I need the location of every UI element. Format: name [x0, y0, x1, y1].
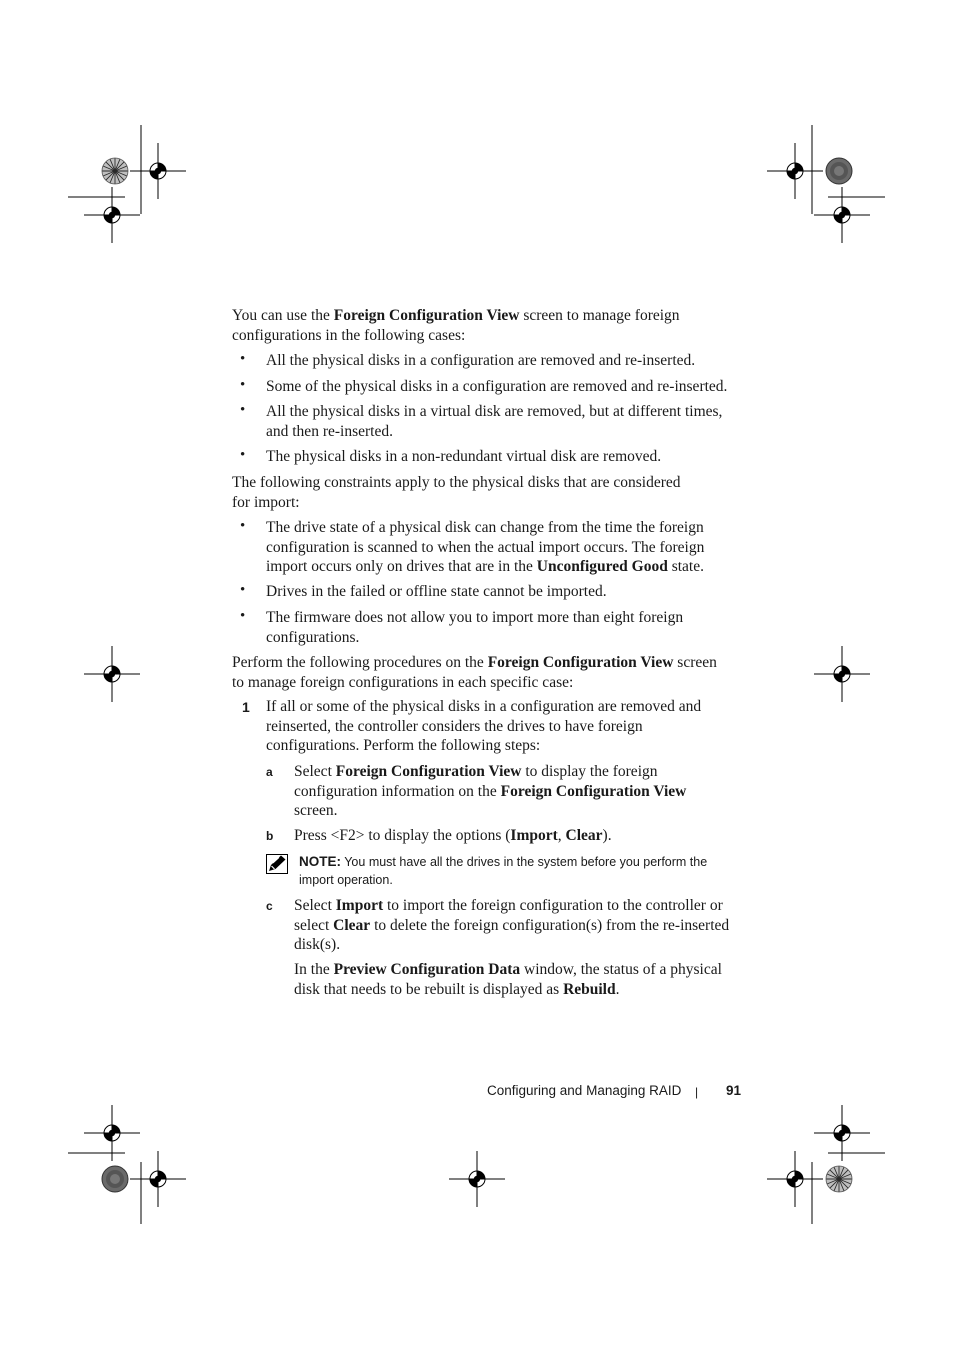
case-text: The physical disks in a non-redundant virtual disk are removed. — [266, 448, 662, 465]
substep-text: , — [557, 827, 566, 844]
substep-text: Select — [294, 763, 336, 780]
intro-paragraph — [232, 306, 680, 345]
substep-ui-term: Import — [335, 897, 384, 914]
preview-ui-term: Preview Configuration Data — [333, 961, 521, 978]
bullet-marker: • — [240, 351, 246, 367]
substep-ui-term: Foreign Configuration View — [335, 763, 522, 780]
step-text: If all or some of the physical disks in a configuration are removed and — [266, 698, 702, 715]
constraint-text: import occurs only on drives that are in the — [266, 558, 537, 575]
constraint-text: configuration is scanned to when the actual import occurs. The foreign — [266, 538, 705, 556]
step-1 — [266, 697, 701, 756]
step-text: reinserted, the controller considers the drives to have foreign — [266, 717, 643, 735]
constraint-item — [266, 608, 683, 647]
case-item — [266, 377, 727, 397]
preview-text: In the — [294, 961, 334, 978]
note-text: import operation. — [299, 873, 393, 887]
preview-text: . — [615, 980, 620, 998]
procedures-text: to manage foreign configurations in each specific case: — [232, 673, 574, 691]
preview-text: disk that needs to be rebuilt is displayed as — [294, 980, 564, 998]
constraint-text: configurations. — [266, 628, 360, 646]
procedures-ui-term: Foreign Configuration View — [487, 654, 674, 671]
case-text: All the physical disks in a configuration are removed and re-inserted. — [266, 352, 696, 369]
constraints-intro-text: The following constraints apply to the physical disks that are considered — [232, 474, 681, 491]
intro-text-line2: configurations in the following cases: — [232, 326, 466, 344]
substep-text: to import the foreign configuration to the controller or — [383, 897, 723, 914]
substep-text: Press <F2> to display the options ( — [294, 827, 511, 844]
substep-text: select — [294, 916, 334, 934]
substep-text: Select — [294, 897, 336, 914]
procedures-text: screen — [673, 654, 717, 671]
substep-text: screen. — [294, 802, 338, 819]
constraint-text: The drive state of a physical disk can change from the time the foreign — [266, 519, 704, 536]
procedures-intro — [232, 653, 717, 692]
option-clear: Clear — [565, 827, 603, 844]
option-import: Import — [510, 827, 558, 844]
procedures-text: Perform the following procedures on the — [232, 654, 488, 671]
constraint-text: Drives in the failed or offline state cannot be imported. — [266, 583, 607, 600]
bullet-marker: • — [240, 582, 246, 598]
intro-ui-term: Foreign Configuration View — [333, 307, 520, 324]
intro-text: You can use the — [232, 307, 334, 324]
preview-text: window, the status of a physical — [520, 961, 722, 978]
case-item — [266, 447, 661, 467]
substep-a — [294, 762, 686, 821]
preview-ui-term: Rebuild — [563, 980, 616, 998]
step-number: 1 — [242, 699, 250, 715]
note-pencil-icon — [266, 854, 288, 874]
case-text: All the physical disks in a virtual disk are removed, but at different times, — [266, 403, 723, 420]
substep-text: to delete the foreign configuration(s) from the re-inserted — [370, 916, 730, 934]
substep-ui-term: Foreign Configuration View — [500, 782, 687, 800]
note-label: NOTE: — [299, 854, 341, 869]
footer-section-title: Configuring and Managing RAID — [487, 1083, 682, 1098]
substep-letter: a — [266, 765, 273, 779]
preview-paragraph — [294, 960, 722, 999]
constraint-text: state. — [667, 558, 704, 575]
case-item — [266, 402, 722, 441]
case-text: and then re-inserted. — [266, 422, 393, 440]
constraint-ui-term: Unconfigured Good — [536, 558, 668, 575]
substep-text: configuration information on the — [294, 782, 501, 800]
substep-b — [294, 826, 612, 846]
bullet-marker: • — [240, 447, 246, 463]
substep-text: disk(s). — [294, 936, 341, 953]
constraint-text: The firmware does not allow you to import more than eight foreign — [266, 609, 684, 626]
substep-ui-term: Clear — [333, 916, 371, 934]
substep-c — [294, 896, 729, 955]
bullet-marker: • — [240, 608, 246, 624]
constraints-intro — [232, 473, 681, 512]
constraint-item — [266, 518, 704, 577]
note-text: You must have all the drives in the system before you perform the — [341, 855, 708, 869]
substep-letter: c — [266, 899, 273, 913]
bullet-marker: • — [240, 377, 246, 393]
page-number: 91 — [726, 1083, 742, 1098]
note-box — [299, 853, 707, 889]
case-text: Some of the physical disks in a configuration are removed and re-inserted. — [266, 378, 728, 395]
constraint-item — [266, 582, 607, 602]
intro-text-post: screen to manage foreign — [519, 307, 680, 324]
constraints-intro-text: for import: — [232, 493, 300, 511]
substep-letter: b — [266, 829, 274, 843]
case-item — [266, 351, 695, 371]
bullet-marker: • — [240, 518, 246, 534]
substep-text: ). — [602, 827, 612, 844]
step-text: configurations. Perform the following steps: — [266, 737, 541, 754]
bullet-marker: • — [240, 402, 246, 418]
substep-text: to display the foreign — [521, 763, 658, 780]
footer-separator: | — [695, 1085, 699, 1099]
